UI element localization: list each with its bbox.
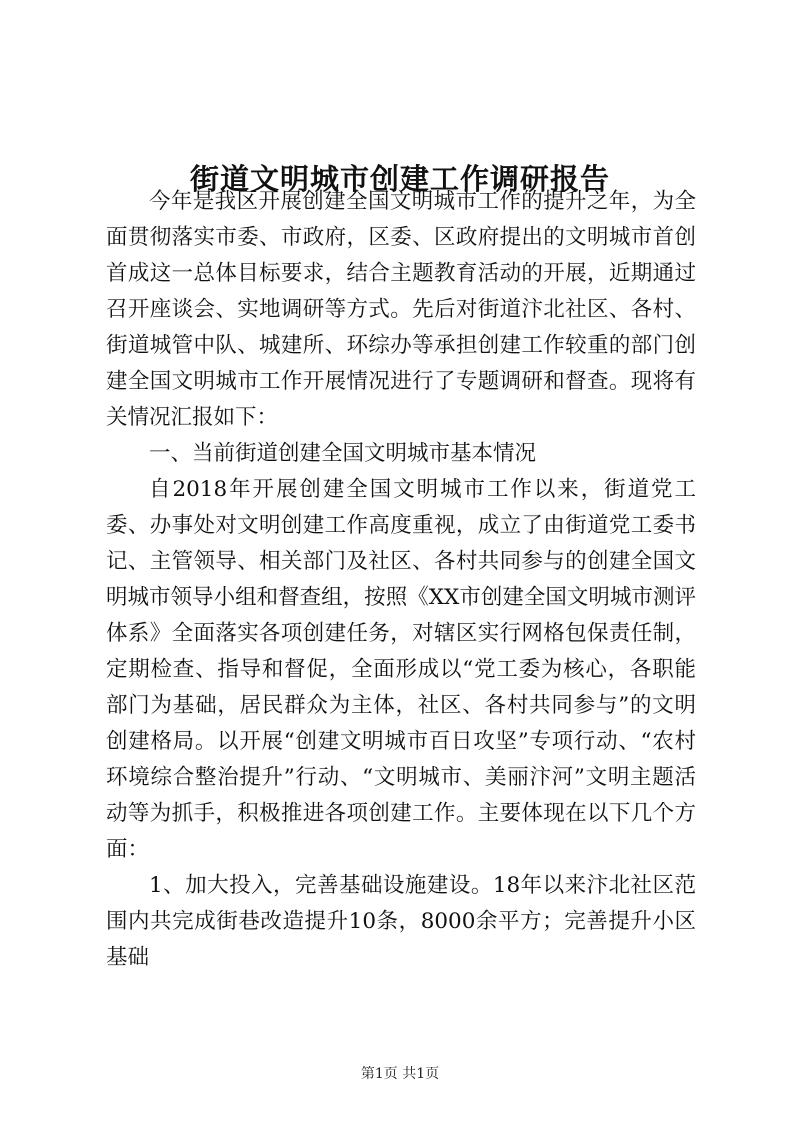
- intro-paragraph: 今年是我区开展创建全国文明城市工作的提升之年，为全面贯彻落实市委、市政府，区委、区政府提出的文明城市首创首成这一总体目标要求，结合主题教育活动的开展，近期通过召开座谈会、实地调研等方式。先后对街道汴北社区、各村、街道城管中队、城建所、环综办等承担创建工作较重的部门创建全国文明城市工作开展情况进行了专题调研和督查。现将有关情况汇报如下：: [106, 189, 696, 430]
- item-paragraph: 1、加大投入，完善基础设施建设。18年以来汴北社区范围内共完成街巷改造提升10条，8000余平方；完善提升小区基础: [106, 873, 696, 970]
- situation-paragraph: 自2018年开展创建全国文明城市工作以来，街道党工委、办事处对文明创建工作高度重视，成立了由街道党工委书记、主管领导、相关部门及社区、各村共同参与的创建全国文明城市领导小组和督查组，按照《XX市创建全国文明城市测评体系》全面落实各项创建任务，对辖区实行网格包保责任制，定期检查、指导和督促，全面形成以“党工委为核心，各职能部门为基础，居民群众为主体，社区、各村共同参与”的文明创建格局。以开展“创建文明城市百日攻坚”专项行动、“农村环境综合整治提升”行动、“文明城市、美丽汴河”文明主题活动等为抓手，积极推进各项创建工作。主要体现在以下几个方面：: [106, 477, 696, 862]
- document-title: 街道文明城市创建工作调研报告: [189, 162, 610, 197]
- document-body: [106, 184, 696, 976]
- section-heading: 一、当前街道创建全国文明城市基本情况: [149, 441, 537, 466]
- page-footer: 第1页 共1页: [360, 1066, 440, 1082]
